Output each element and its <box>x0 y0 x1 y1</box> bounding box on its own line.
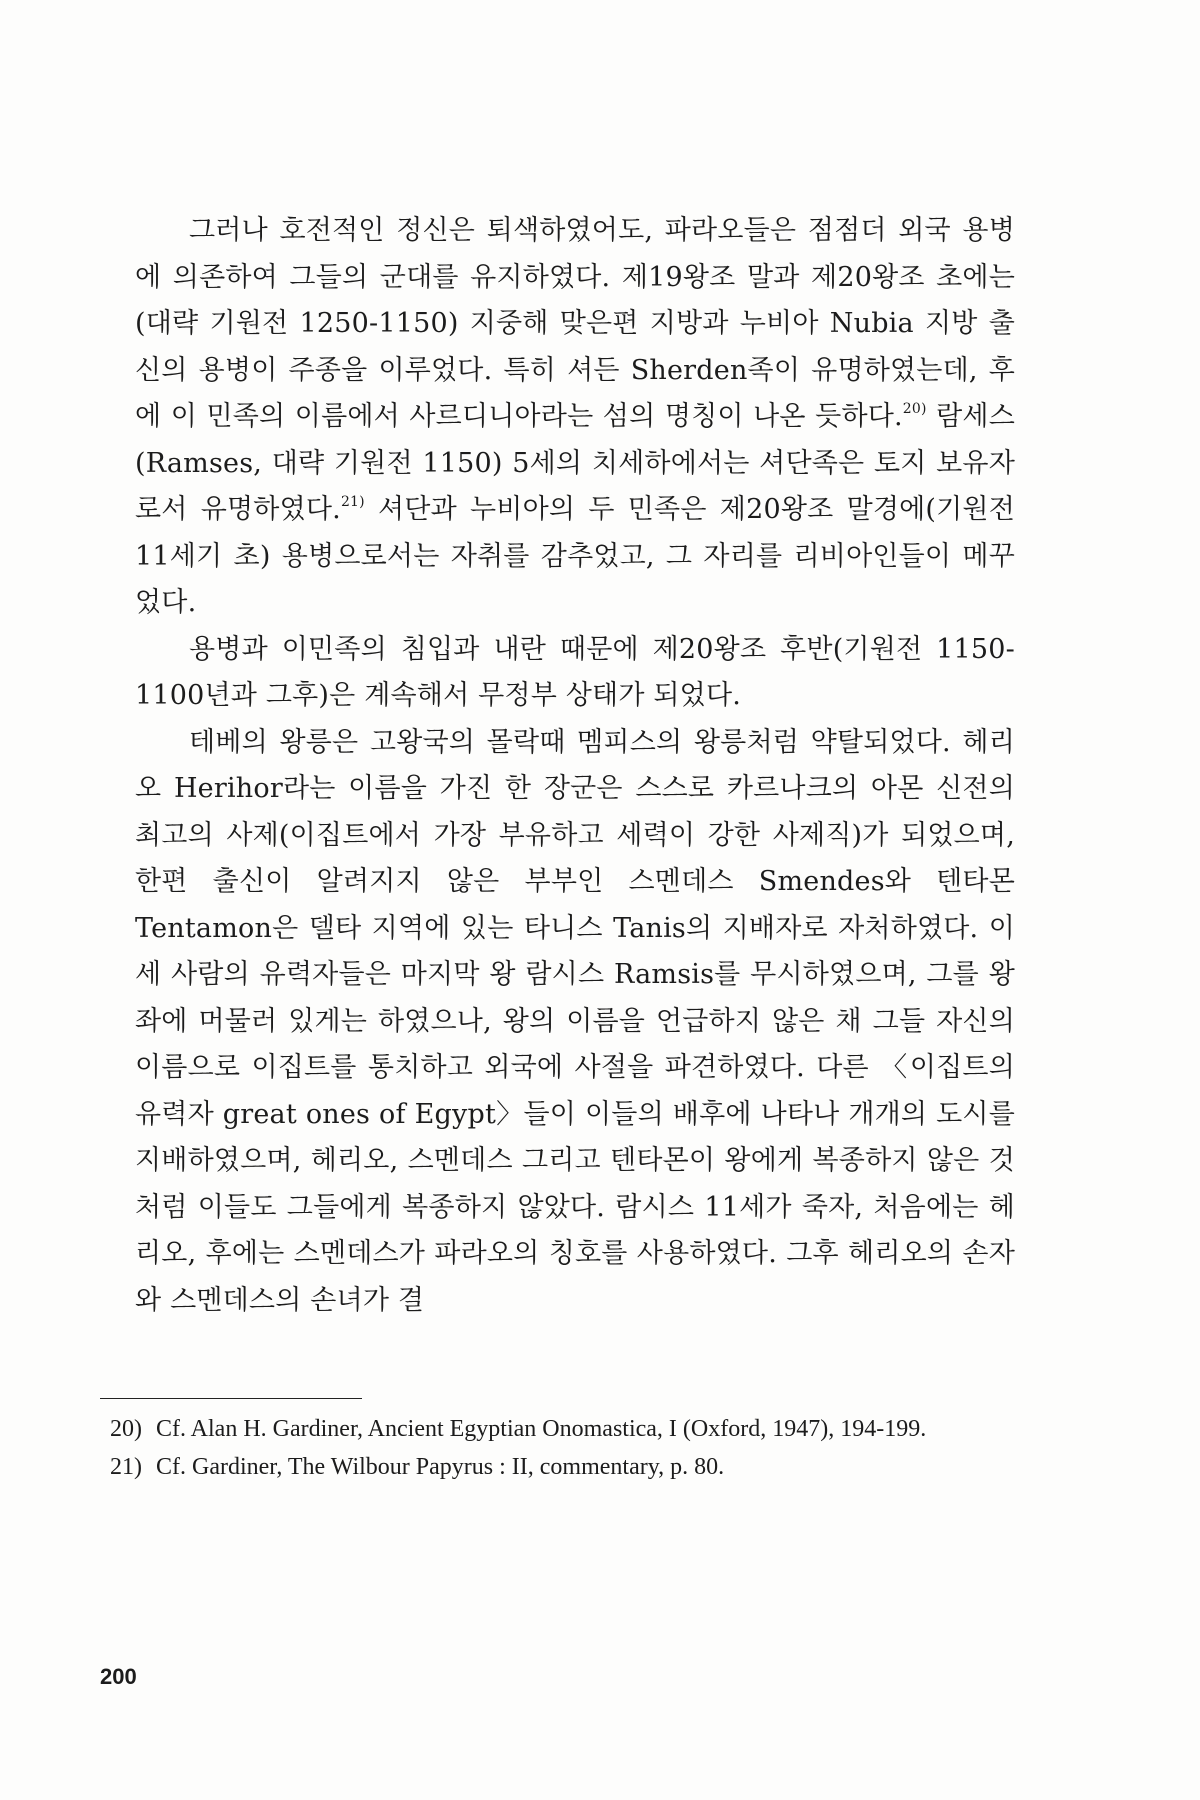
footnote-divider <box>100 1398 362 1399</box>
page-number: 200 <box>100 1664 137 1689</box>
footnote-text: Cf. Alan H. Gardiner, Ancient Egyptian Onomastica, I (Oxford, 1947), 194-199. <box>156 1416 927 1442</box>
main-text <box>135 208 1015 1324</box>
footnotes <box>110 1410 1015 1486</box>
paragraph-1-part-2: 람세스(Ramses, 대략 기원전 1150) 5세의 치세하에서는 셔단족은 토지 보유자로서 유명하였다. <box>135 401 1015 525</box>
footnote-ref-21[interactable]: 21) <box>340 494 365 510</box>
paragraph-3: 테베의 왕릉은 고왕국의 몰락때 멤피스의 왕릉처럼 약탈되었다. 헤리오 Herihor라는 이름을 가진 한 장군은 스스로 카르나크의 아몬 신전의 최고의 사제(이집트에서 가장 부유하고 세력이 강한 사제직)가 되었으며, 한편 출신이 알려지지 않은 부부인 스멘데스 Smendes와 텐타몬 Tentamon은 델타 지역에 있는 타니스 Tanis의 지배자로 자처하였다. 이 세 사람의 유력자들은 마지막 왕 람시스 Ramsis를 무시하였으며, 그를 왕좌에 머물러 있게는 하였으나, 왕의 이름을 언급하지 않은 채 그들 자신의 이름으로 이집트를 통치하고 외국에 사절을 파견하였다. 다른 〈이집트의 유력자 great ones of Egypt〉들이 이들의 배후에 나타나 개개의 도시를 지배하였으며, 헤리오, 스멘데스 그리고 텐타몬이 왕에게 복종하지 않은 것처럼 이들도 그들에게 복종하지 않았다. 람시스 11세가 죽자, 처음에는 헤리오, 후에는 스멘데스가 파라오의 칭호를 사용하였다. 그후 헤리오의 손자와 스멘데스의 손녀가 결 <box>135 726 1015 1316</box>
paragraph-1-part-1: 그러나 호전적인 정신은 퇴색하였어도, 파라오들은 점점더 외국 용병에 의존하여 그들의 군대를 유지하였다. 제19왕조 말과 제20왕조 초에는(대략 기원전 1250-1150) 지중해 맞은편 지방과 누비아 Nubia 지방 출신의 용병이 주종을 이루었다. 특히 셔든 Sherden족이 유명하였는데, 후에 이 민족의 이름에서 사르디니아라는 섬의 명칭이 나온 듯하다. <box>135 215 1015 432</box>
footnote-21 <box>110 1448 1015 1486</box>
paragraph-1-part-3: 셔단과 누비아의 두 민족은 제20왕조 말경에(기원전 11세기 초) 용병으로서는 자취를 감추었고, 그 자리를 리비아인들이 메꾸었다. <box>135 494 1015 618</box>
footnote-number: 20) <box>110 1416 142 1442</box>
footnote-number: 21) <box>110 1454 142 1480</box>
paragraph-1 <box>135 208 1015 627</box>
footnote-20 <box>110 1410 1015 1448</box>
footnote-ref-20[interactable]: 20) <box>902 401 927 417</box>
paragraph-2: 용병과 이민족의 침입과 내란 때문에 제20왕조 후반(기원전 1150-1100년과 그후)은 계속해서 무정부 상태가 되었다. <box>135 633 1015 711</box>
footnote-text: Cf. Gardiner, The Wilbour Papyrus : II, commentary, p. 80. <box>156 1454 725 1480</box>
